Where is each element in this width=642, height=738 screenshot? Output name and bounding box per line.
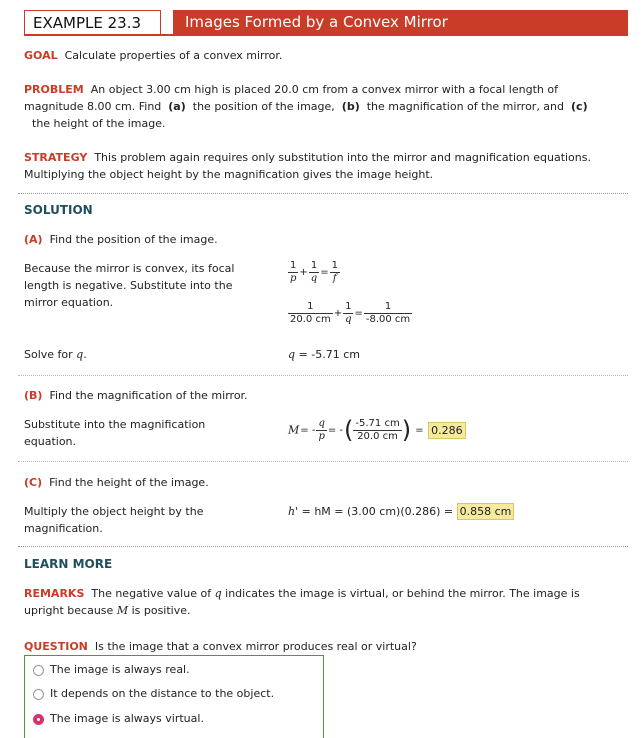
part-b-label: (B) bbox=[24, 389, 43, 402]
height-calc: = hM = (3.00 cm)(0.286) = bbox=[301, 505, 454, 518]
answer-options bbox=[24, 655, 324, 738]
denominator: 20.0 cm bbox=[290, 314, 331, 325]
denominator: -8.00 cm bbox=[365, 314, 411, 325]
part-a-label: (A) bbox=[24, 233, 43, 246]
denominator bbox=[309, 273, 319, 285]
part-b-text: the magnification of the mirror, and bbox=[366, 100, 565, 113]
remarks-text: upright because bbox=[24, 604, 114, 617]
option-label: The image is always virtual. bbox=[50, 712, 204, 725]
radio-button[interactable] bbox=[33, 665, 44, 676]
option-always-virtual[interactable] bbox=[33, 711, 204, 727]
numerator: -5.71 cm bbox=[355, 417, 400, 429]
denominator bbox=[288, 273, 298, 285]
denominator bbox=[316, 431, 326, 443]
part-a-text: the position of the image, bbox=[192, 100, 335, 113]
example-header bbox=[24, 10, 628, 36]
part-a-result bbox=[288, 346, 360, 363]
strategy-line1: This problem again requires only substitution into the mirror and magnification equations. bbox=[94, 151, 591, 164]
var-q: q bbox=[214, 587, 222, 600]
remarks-section bbox=[24, 585, 624, 619]
part-b-title: Find the magnification of the mirror. bbox=[49, 389, 248, 402]
question-label: QUESTION bbox=[24, 640, 88, 653]
goal-section bbox=[24, 47, 624, 64]
example-number: EXAMPLE 23.3 bbox=[24, 10, 161, 34]
strategy-line2: Multiplying the object height by the magnification gives the image height. bbox=[24, 168, 434, 181]
numerator: 1 bbox=[309, 260, 319, 273]
var-M: M bbox=[288, 423, 300, 437]
var-h-prime: h' bbox=[288, 505, 299, 518]
denominator: 20.0 cm bbox=[357, 430, 398, 442]
part-a-step2: Solve for q. bbox=[24, 348, 87, 361]
var-p: p bbox=[318, 430, 325, 442]
radio-button[interactable] bbox=[33, 714, 44, 725]
option-always-real[interactable] bbox=[33, 662, 190, 678]
fraction-1-over-p bbox=[288, 260, 298, 285]
problem-section bbox=[24, 81, 624, 132]
part-b-step: Substitute into the magnification equation. bbox=[24, 418, 206, 448]
numerator bbox=[316, 418, 326, 431]
radio-button[interactable] bbox=[33, 689, 44, 700]
example-title: Images Formed by a Convex Mirror bbox=[173, 10, 628, 34]
height-equation bbox=[288, 503, 514, 520]
var-M: M bbox=[116, 604, 129, 617]
fraction-1-over-q bbox=[343, 301, 353, 326]
option-depends-on-distance[interactable] bbox=[33, 686, 274, 702]
numerator: 1 bbox=[288, 260, 298, 273]
divider bbox=[18, 461, 628, 462]
divider bbox=[18, 546, 628, 547]
fraction-1-over-f bbox=[330, 260, 340, 285]
goal-text: Calculate properties of a convex mirror. bbox=[64, 49, 283, 62]
var-q: q bbox=[318, 417, 325, 429]
problem-label: PROBLEM bbox=[24, 83, 84, 96]
option-label: The image is always real. bbox=[50, 663, 190, 676]
remarks-text: is positive. bbox=[131, 604, 191, 617]
mirror-equation: $\frac{1}{p}$ + $\frac{1}{q}$ = $\frac{1}{f}$ bbox=[290, 260, 338, 284]
part-a-title: Find the position of the image. bbox=[49, 233, 218, 246]
numerator: 1 bbox=[288, 301, 333, 314]
part-c-answer: 0.858 cm bbox=[457, 503, 515, 520]
part-a-header bbox=[24, 231, 624, 248]
learn-more-heading: LEARN MORE bbox=[24, 557, 113, 571]
var-q: q bbox=[345, 314, 352, 325]
fraction-1-over-q bbox=[309, 260, 319, 285]
numerator: 1 bbox=[331, 260, 338, 271]
fraction-1-over-20 bbox=[288, 301, 333, 326]
result-var: q bbox=[288, 348, 296, 361]
problem-line2: magnitude 8.00 cm. Find bbox=[24, 100, 162, 113]
goal-label: GOAL bbox=[24, 49, 58, 62]
part-a-marker: (a) bbox=[168, 100, 186, 113]
part-a-step1: Because the mirror is convex, its focal length is negative. Substitute into the mirror equation. bbox=[24, 262, 235, 309]
question-text: Is the image that a convex mirror produces real or virtual? bbox=[94, 640, 417, 653]
part-b-marker: (b) bbox=[341, 100, 360, 113]
part-c-step: Multiply the object height by the magnification. bbox=[24, 505, 204, 535]
solution-heading: SOLUTION bbox=[24, 203, 93, 217]
fraction-1-over-neg8 bbox=[364, 301, 412, 326]
numerator: 1 bbox=[343, 301, 353, 314]
denominator bbox=[330, 273, 340, 285]
part-c-label: (C) bbox=[24, 476, 43, 489]
question-section bbox=[24, 638, 624, 655]
remarks-label: REMARKS bbox=[24, 587, 85, 600]
substituted-equation: $\frac{1}{20.0 cm}$ + $\frac{1}{q}$ = $\frac{1}{-8.00 cm}$ bbox=[290, 301, 411, 325]
magnification-equation: M= - $\frac{q}{p}$ = -( $\frac{-5.71 cm}{20.0 cm}$ ) = 0.286 bbox=[288, 416, 466, 444]
solve-for-text: Solve for bbox=[24, 348, 73, 361]
option-label: It depends on the distance to the object. bbox=[50, 687, 275, 700]
var-p: p bbox=[290, 273, 297, 284]
part-c-title: Find the height of the image. bbox=[49, 476, 209, 489]
fraction-q-over-p bbox=[316, 418, 326, 443]
remarks-text: The negative value of bbox=[91, 587, 212, 600]
problem-line1: An object 3.00 cm high is placed 20.0 cm from a convex mirror with a focal length of bbox=[90, 83, 558, 96]
var-f: f bbox=[332, 273, 337, 284]
part-b-answer: 0.286 bbox=[428, 422, 466, 439]
denominator bbox=[343, 314, 353, 326]
fraction-values bbox=[353, 418, 401, 443]
problem-line3: the height of the image. bbox=[32, 117, 166, 130]
part-c-marker: (c) bbox=[571, 100, 588, 113]
part-c-header bbox=[24, 474, 624, 491]
numerator: 1 bbox=[364, 301, 412, 314]
strategy-label: STRATEGY bbox=[24, 151, 88, 164]
remarks-text: indicates the image is virtual, or behind the mirror. The image is bbox=[225, 587, 580, 600]
var-q: q bbox=[310, 273, 318, 284]
strategy-section bbox=[24, 149, 624, 183]
solve-for-var: q bbox=[76, 348, 84, 361]
divider bbox=[18, 375, 628, 376]
part-b-header bbox=[24, 387, 624, 404]
result-value: = -5.71 cm bbox=[298, 348, 360, 361]
divider bbox=[18, 193, 628, 194]
